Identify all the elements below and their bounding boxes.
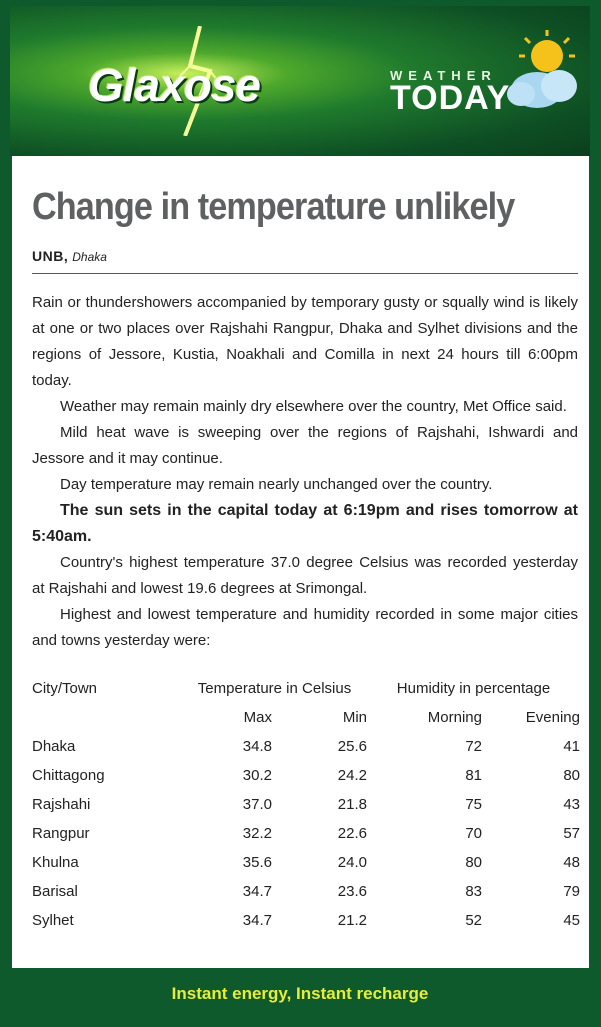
table-subheader-row: [32, 703, 580, 732]
table-row: [32, 732, 580, 761]
cell-min: 24.0: [337, 854, 367, 871]
weather-label: WEATHER: [390, 68, 497, 83]
cell-min: 24.2: [337, 767, 367, 784]
sponsor-footer: [10, 969, 590, 1019]
article-panel: [12, 156, 589, 968]
article-body: [32, 290, 578, 654]
cell-city: Barisal: [32, 883, 78, 900]
cell-city: Khulna: [32, 854, 79, 871]
cell-morning: 52: [465, 912, 482, 929]
cell-min: 21.8: [337, 796, 367, 813]
cell-morning: 72: [465, 738, 482, 755]
cell-evening: 57: [563, 825, 580, 842]
cell-city: Dhaka: [32, 738, 76, 755]
table-row: [32, 761, 580, 790]
cell-city: Chittagong: [32, 767, 105, 784]
cell-min: 23.6: [337, 883, 367, 900]
cell-morning: 80: [465, 854, 482, 871]
cell-max: 37.0: [242, 796, 272, 813]
cell-min: 25.6: [337, 738, 367, 755]
header-city: City/Town: [32, 679, 98, 697]
cell-max: 34.8: [242, 738, 272, 755]
cell-city: Sylhet: [32, 912, 74, 929]
cell-evening: 80: [563, 767, 580, 784]
header-temperature: Temperature in Celsius: [197, 679, 352, 697]
cell-morning: 75: [465, 796, 482, 813]
cell-city: Rangpur: [32, 825, 90, 842]
cell-min: 21.2: [337, 912, 367, 929]
byline-agency: UNB,: [32, 248, 69, 264]
paragraph-sunset: The sun sets in the capital today at 6:19pm and rises tomorrow at 5:40am.: [32, 502, 578, 545]
cell-min: 22.6: [337, 825, 367, 842]
table-row: [32, 819, 580, 848]
cell-evening: 45: [563, 912, 580, 929]
header-morning: Morning: [427, 709, 482, 726]
table-row: [32, 877, 580, 906]
temperature-table: [32, 674, 580, 935]
cell-morning: 83: [465, 883, 482, 900]
brand-logo: Glaxose: [88, 59, 260, 111]
header-evening: Evening: [525, 709, 580, 726]
byline: [32, 248, 107, 264]
paragraph: Day temperature may remain nearly unchanged over the country.: [60, 476, 493, 493]
divider: [32, 273, 578, 274]
header-max: Max: [243, 709, 272, 726]
cell-evening: 41: [563, 738, 580, 755]
headline: Change in temperature unlikely: [32, 186, 515, 228]
paragraph: Mild heat wave is sweeping over the regions of Rajshahi, Ishwardi and Jessore and it may continue.: [32, 424, 578, 467]
paragraph: Country's highest temperature 37.0 degree Celsius was recorded yesterday at Rajshahi and lowest 19.6 degrees at Srimongal.: [32, 554, 578, 597]
header-humidity: Humidity in percentage: [396, 679, 551, 697]
table-row: [32, 790, 580, 819]
cell-morning: 81: [465, 767, 482, 784]
header-min: Min: [342, 709, 367, 726]
paragraph: Highest and lowest temperature and humidity recorded in some major cities and towns yesterday were:: [32, 606, 578, 649]
cell-morning: 70: [465, 825, 482, 842]
cell-max: 32.2: [242, 825, 272, 842]
cell-evening: 48: [563, 854, 580, 871]
byline-place: Dhaka: [72, 250, 107, 264]
cell-evening: 43: [563, 796, 580, 813]
cell-city: Rajshahi: [32, 796, 91, 813]
paragraph: Weather may remain mainly dry elsewhere over the country, Met Office said.: [60, 398, 567, 415]
table-row: [32, 906, 580, 935]
table-header-row: [32, 674, 580, 703]
weather-today-logo: [390, 68, 570, 118]
paragraph: Rain or thundershowers accompanied by temporary gusty or squally wind is likely at one or two places over Rajshahi Rangpur, Dhaka and Sylhet divisions and the regions of Jessore, Kustia, Noakhali and Comilla in next 24 hours till 6:00pm today.: [32, 294, 578, 389]
cell-max: 30.2: [242, 767, 272, 784]
tagline: Instant energy, Instant recharge: [171, 984, 429, 1003]
today-label: TODAY: [390, 79, 511, 117]
cell-max: 34.7: [242, 883, 272, 900]
sponsor-banner: [10, 6, 590, 156]
cell-max: 34.7: [242, 912, 272, 929]
cell-evening: 79: [563, 883, 580, 900]
table-row: [32, 848, 580, 877]
cell-max: 35.6: [242, 854, 272, 871]
